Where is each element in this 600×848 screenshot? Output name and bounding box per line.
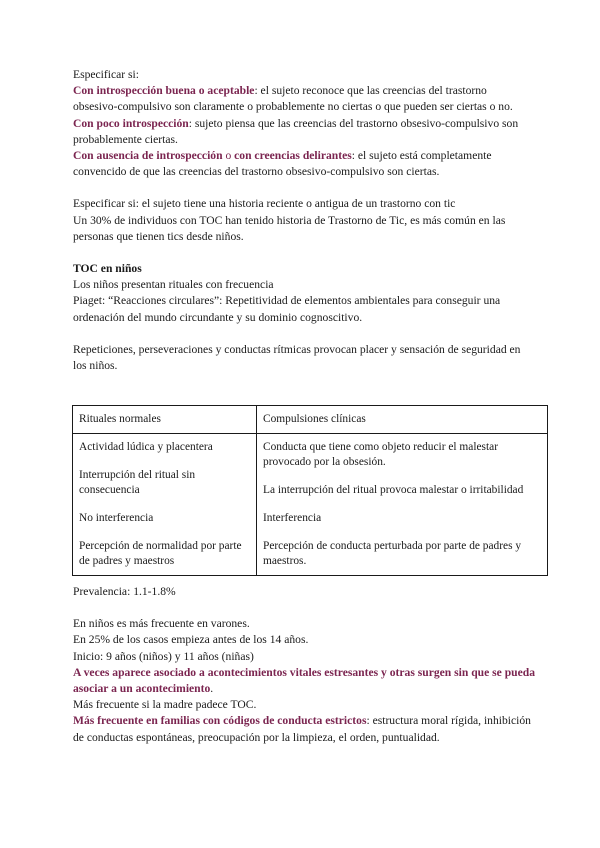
spec2-line2: Un 30% de individuos con TOC han tenido historia de Trastorno de Tic, es más común en las personas que tienen tics desde niños. — [73, 213, 506, 243]
strict-families-desc: : estructura moral rígida, inhibición de conductas espontáneas, preocupación por la limpieza, el orden, puntualidad. — [73, 714, 531, 744]
toc-line3: Repeticiones, perseveraciones y conductas rítmicas provocan placer y sensación de seguridad en los niños. — [73, 342, 521, 373]
prevalence: Prevalencia: 1.1-1.8% — [73, 585, 176, 598]
spec1-item-good-insight — [73, 83, 533, 115]
document-body — [73, 67, 533, 374]
period: . — [210, 682, 214, 696]
normal-entry: Interrupción del ritual sin consecuencia — [79, 469, 196, 496]
clinical-entry: Percepción de conducta perturbada por parte de padres y maestros. — [263, 540, 522, 567]
toc-line1: Los niños presentan rituales con frecuencia — [73, 278, 274, 292]
stat-line: Más frecuente si la madre padece TOC. — [73, 698, 257, 712]
normal-entry: Percepción de normalidad por parte de padres y maestros — [79, 540, 242, 567]
normal-entry: No interferencia — [79, 512, 154, 524]
stat-line: En 25% de los casos empieza antes de los 14 años. — [73, 633, 309, 647]
toc-line2: Piaget: “Reacciones circulares”: Repetitividad de elementos ambientales para conseguir una ordenación del mundo circundante y su dominio cognoscitivo. — [73, 294, 501, 324]
highlight-strict-families: Más frecuente en familias con códigos de conducta estrictos — [73, 714, 367, 728]
term-delusional: con creencias delirantes — [234, 149, 352, 163]
table-header-normal: Rituales normales — [73, 406, 257, 434]
term-good-insight: Con introspección buena o aceptable — [73, 84, 255, 98]
stat-line: En niños es más frecuente en varones. — [73, 617, 250, 631]
comparison-table — [72, 405, 548, 576]
clinical-entry: Conducta que tiene como objeto reducir el malestar provocado por la obsesión. — [263, 441, 499, 468]
section-heading-toc-ninos: TOC en niños — [73, 262, 142, 276]
term-absent-insight: Con ausencia de introspección — [73, 149, 223, 163]
table-header-clinical: Compulsiones clínicas — [257, 406, 548, 434]
term-connector: o — [222, 149, 235, 163]
spec1-item-absent-insight — [73, 148, 533, 180]
term-poor-insight: Con poco introspección — [73, 116, 189, 130]
table-cell-normal — [73, 434, 257, 576]
spec1-item-poor-insight — [73, 116, 533, 148]
desc-absent-insight: : el sujeto está completamente convencido de que las creencias del trastorno obsesivo-compulsivo son ciertas. — [73, 149, 492, 179]
table-row — [73, 434, 548, 576]
stat-line: Inicio: 9 años (niños) y 11 años (niñas) — [73, 649, 254, 663]
highlight-stressful-events: A veces aparece asociado a acontecimientos vitales estresantes y otras surgen sin que se pueda asociar a un acontecimiento — [73, 665, 535, 696]
normal-entry: Actividad lúdica y placentera — [79, 441, 213, 453]
spec1-intro: Especificar si: — [73, 68, 139, 81]
table-cell-clinical — [257, 434, 548, 576]
statistics-section — [73, 584, 543, 746]
stat-line-highlight — [73, 665, 543, 697]
desc-poor-insight: : sujeto piensa que las creencias del trastorno obsesivo-compulsivo son probablemente ciertas. — [73, 116, 519, 146]
clinical-entry: Interferencia — [263, 512, 322, 524]
spec2-line1: Especificar si: el sujeto tiene una historia reciente o antigua de un trastorno con tic — [73, 197, 456, 211]
clinical-entry: La interrupción del ritual provoca malestar o irritabilidad — [263, 484, 524, 496]
stat-line-highlight — [73, 713, 543, 745]
desc-good-insight: : el sujeto reconoce que las creencias del trastorno obsesivo-compulsivo son claramente o probablemente no ciertas o que pueden ser ciertas o no. — [73, 84, 513, 114]
table-header-row — [73, 406, 548, 434]
